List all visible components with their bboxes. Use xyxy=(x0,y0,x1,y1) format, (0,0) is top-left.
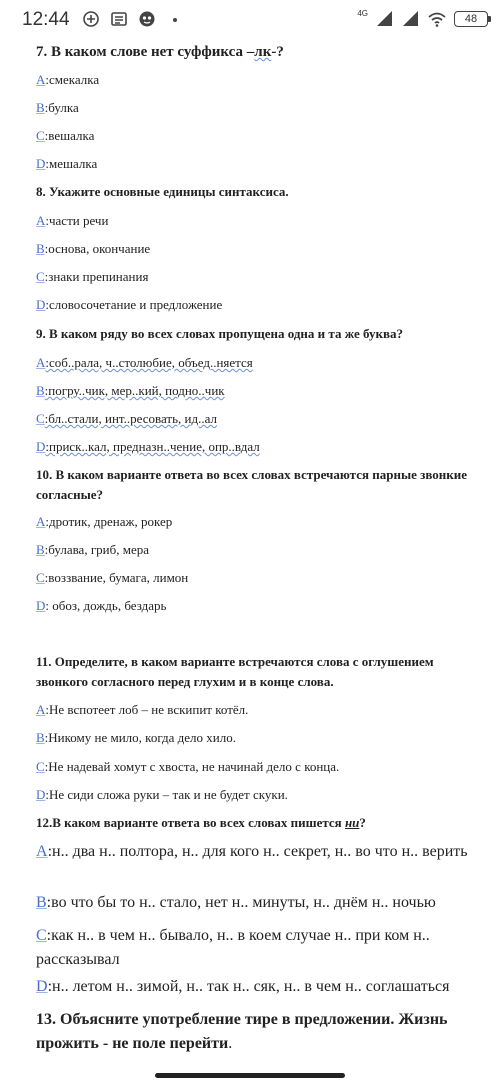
q10-option-b[interactable]: B:булава, гриб, мера xyxy=(36,542,149,557)
q13-title-end: . xyxy=(228,1035,233,1052)
q13-title-text: 13. Объясните употребление тире в предложении. Жизнь прожить - не поле перейти xyxy=(36,1011,448,1052)
notification-icons xyxy=(82,10,184,28)
wifi-icon xyxy=(428,10,446,28)
signal-icon-2 xyxy=(402,10,420,28)
network-type: 4G xyxy=(357,8,368,18)
q9-option-d[interactable]: D:приск..кал, предназн..чение, опр..вдал xyxy=(36,439,260,454)
q12-option-c[interactable]: C:как н.. в чем н.. бывало, н.. в коем случае н.. при ком н.. рассказывал xyxy=(36,927,430,968)
question-7-title xyxy=(36,42,476,62)
q10-option-a[interactable]: A:дротик, дренаж, рокер xyxy=(36,514,173,529)
signal-icon xyxy=(376,10,394,28)
system-icons xyxy=(357,10,488,28)
question-13-title xyxy=(36,1008,476,1056)
q8-option-b[interactable]: B:основа, окончание xyxy=(36,241,151,256)
q10-option-c[interactable]: C:воззвание, бумага, лимон xyxy=(36,570,189,585)
add-circle-icon xyxy=(82,10,100,28)
q7-title-end: -? xyxy=(271,44,284,60)
q12-ni: ни xyxy=(344,815,360,830)
question-8-title: 8. Укажите основные единицы синтаксиса. xyxy=(36,184,289,199)
q10-option-d[interactable]: D: обоз, дождь, бездарь xyxy=(36,598,167,613)
q11-option-d[interactable]: D:Не сиди сложа руки – так и не будет скуки. xyxy=(36,787,288,802)
status-time: 12:44 xyxy=(22,9,70,30)
q7-option-b[interactable]: B:булка xyxy=(36,100,79,115)
q12-title-end: ? xyxy=(359,815,366,830)
q7-option-c[interactable]: C:вешалка xyxy=(36,128,95,143)
battery-icon xyxy=(454,11,488,27)
q8-option-d[interactable]: D:словосочетание и предложение xyxy=(36,297,223,312)
question-10-title: 10. В каком варианте ответа во всех словах встречаются парные звонкие согласные? xyxy=(36,467,468,502)
q12-option-b[interactable]: B:во что бы то н.. стало, нет н.. минуты, н.. днём н.. ночью xyxy=(36,894,436,911)
q9-option-a[interactable]: A:соб..рала, ч..столюбие, объед..няется xyxy=(36,355,253,370)
q8-option-c[interactable]: C:знаки препинания xyxy=(36,269,149,284)
q8-option-a[interactable]: A:части речи xyxy=(36,213,109,228)
mask-icon xyxy=(138,10,156,28)
q7-option-d[interactable]: D:мешалка xyxy=(36,156,98,171)
battery-level: 48 xyxy=(464,13,478,25)
q7-title-text: 7. В каком слове нет суффикса – xyxy=(36,44,255,60)
q11-option-c[interactable]: C:Не надевай хомут с хвоста, не начинай дело с конца. xyxy=(36,759,340,774)
question-9-title: 9. В каком ряду во всех словах пропущена одна и та же буква? xyxy=(36,326,404,341)
q12-title-text: 12.В каком варианте ответа во всех словах пишется xyxy=(36,815,345,830)
q11-option-a[interactable]: A:Не вспотеет лоб – не вскипит котёл. xyxy=(36,702,249,717)
home-gesture-bar[interactable] xyxy=(155,1073,345,1078)
q9-option-b[interactable]: B:погру..чик, мер..кий, подно..чик xyxy=(36,383,225,398)
navigation-bar xyxy=(0,1053,500,1083)
question-11-title: 11. Определите, в каком варианте встречаются слова с оглушением звонкого согласного перед глухим и в конце слова. xyxy=(36,654,434,689)
news-icon xyxy=(110,10,128,28)
dot-icon xyxy=(166,10,184,28)
q12-option-a[interactable]: A:н.. два н.. полтора, н.. для кого н.. секрет, н.. во что н.. верить xyxy=(36,843,468,860)
status-bar xyxy=(0,0,500,40)
q9-option-c[interactable]: C:бл..стали, инт..ресовать, ид..ал xyxy=(36,411,217,426)
q12-option-d[interactable]: D:н.. летом н.. зимой, н.. так н.. сяк, н.. в чем н.. соглашаться xyxy=(36,978,450,995)
question-12-title xyxy=(36,813,476,833)
q7-suffix: лк xyxy=(254,44,272,60)
q11-option-b[interactable]: B:Никому не мило, когда дело хило. xyxy=(36,730,236,745)
q7-option-a[interactable]: A:смекалка xyxy=(36,72,100,87)
